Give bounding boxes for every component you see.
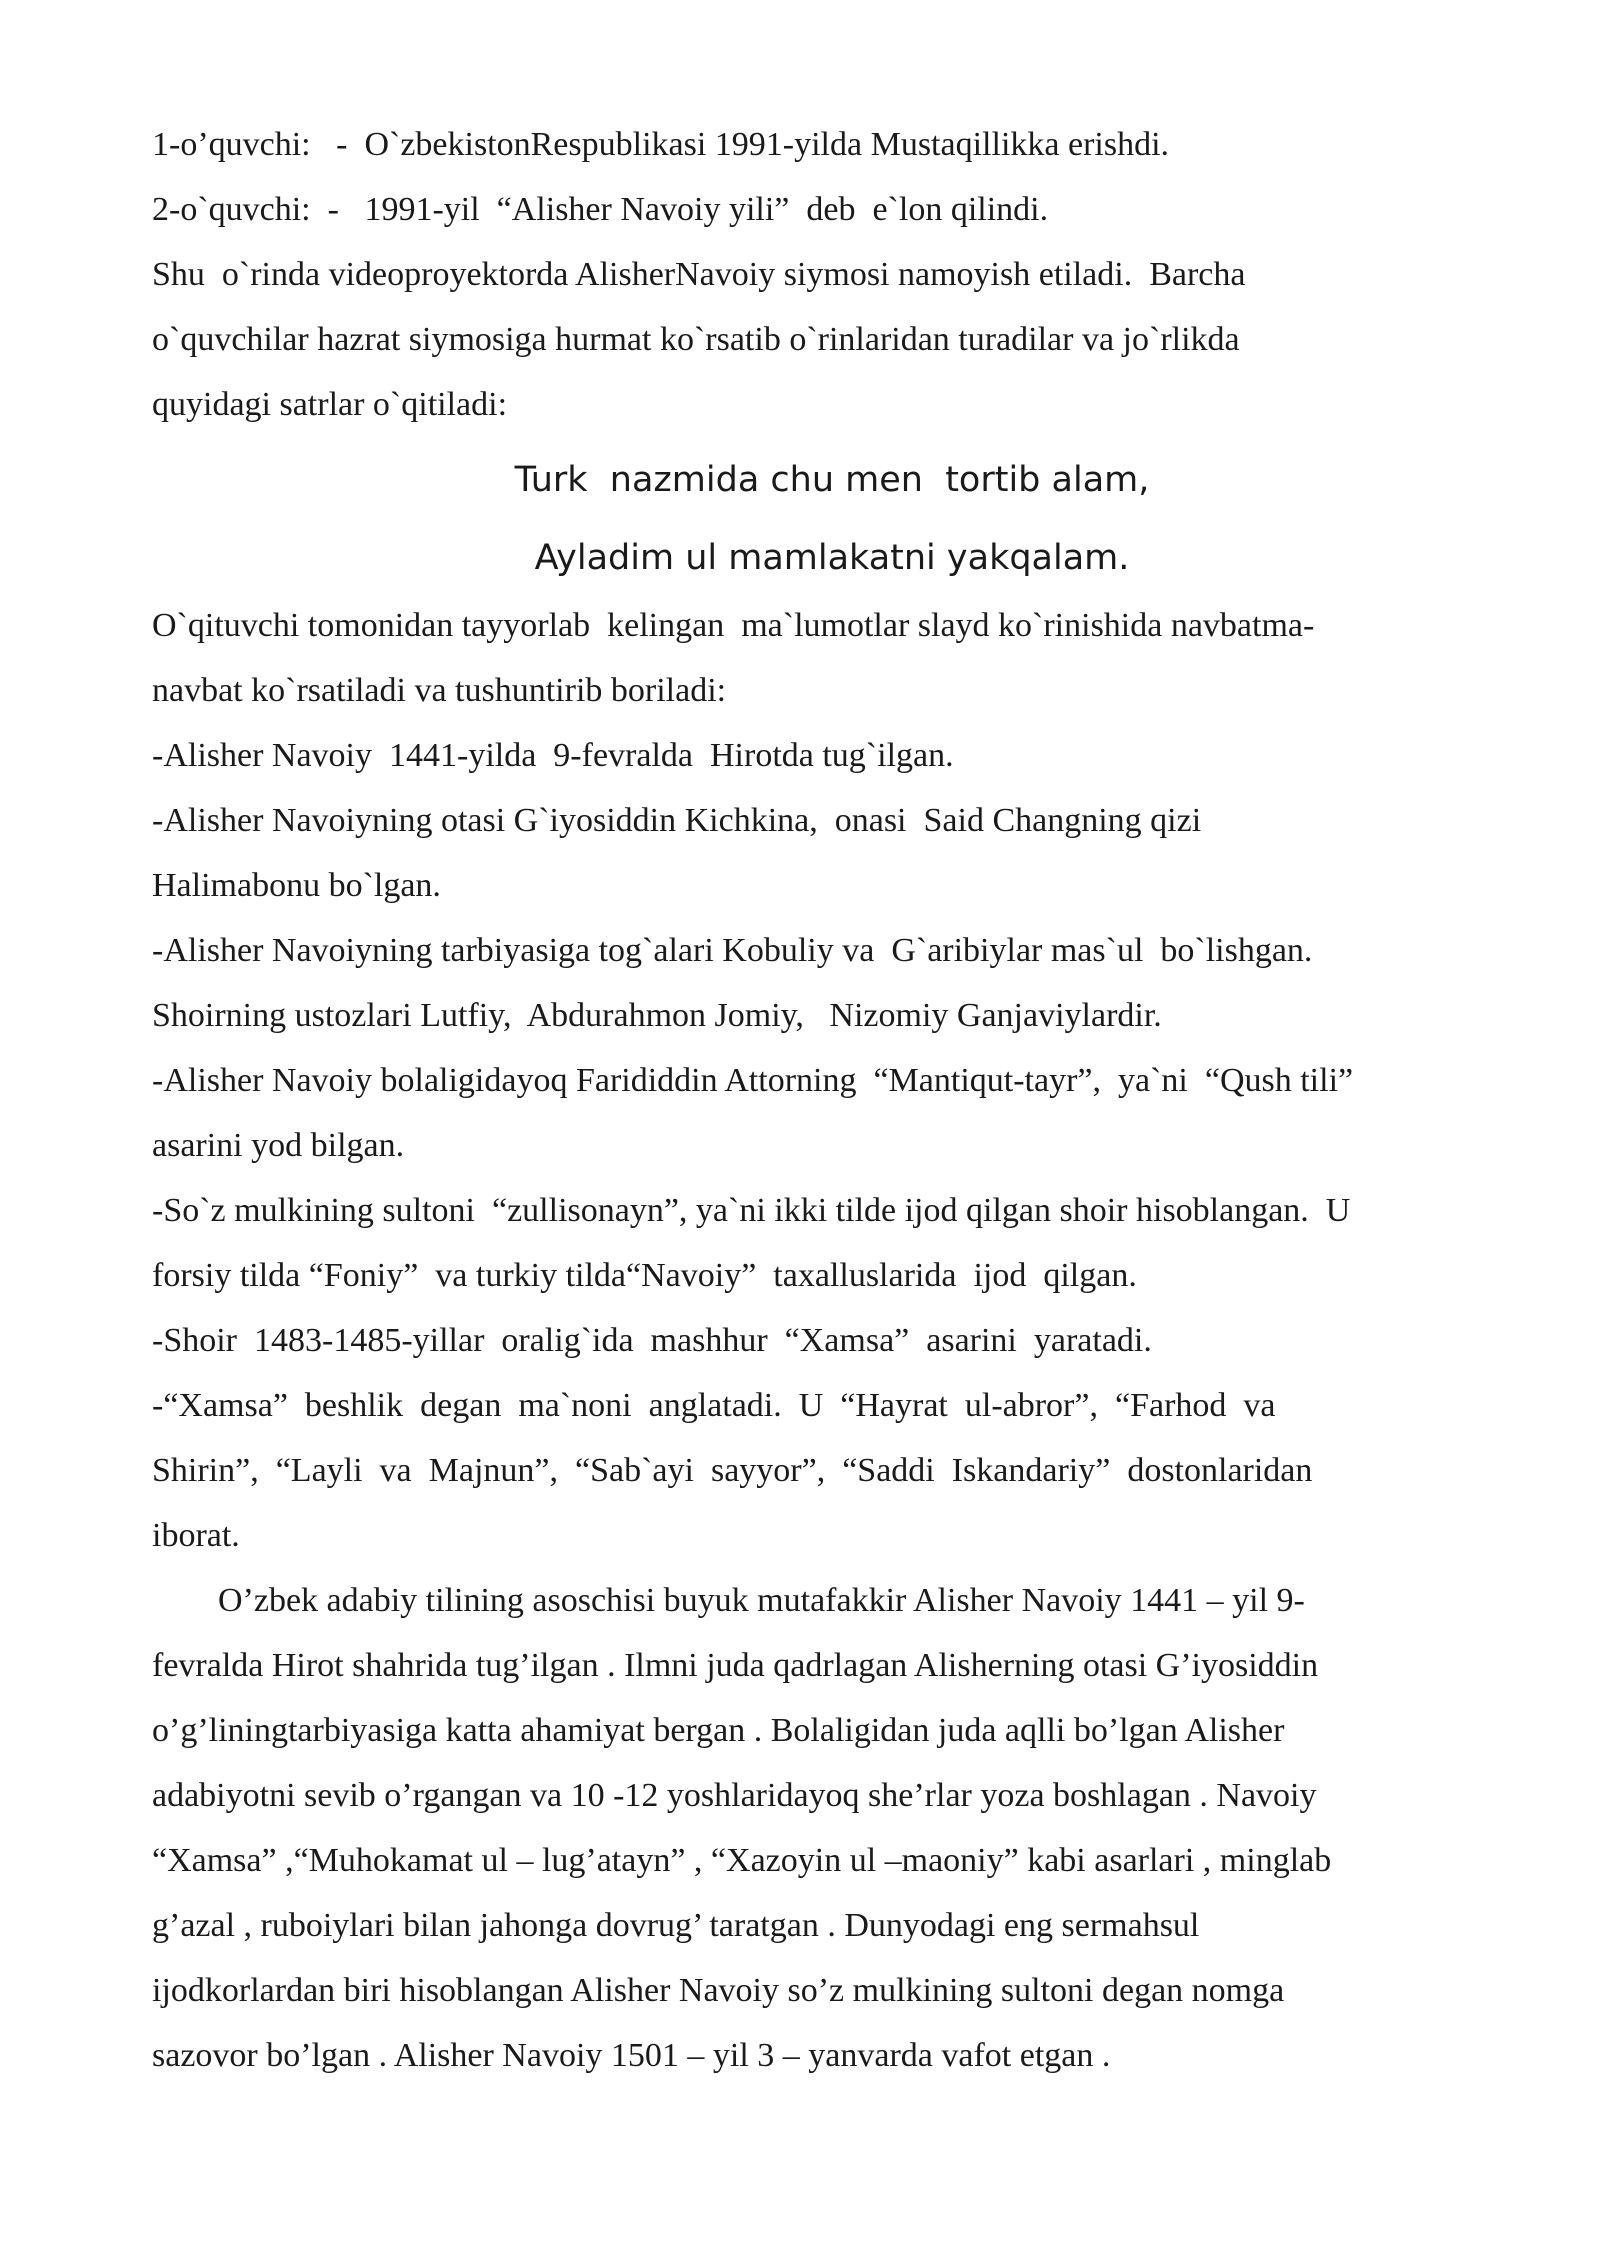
teacher-line-2: navbat ko`rsatiladi va tushuntirib boriladi: [152, 672, 727, 709]
fact-7-line-2: Shirin”, “Layli va Majnun”, “Sab`ayi sayyor”, “Saddi Iskandariy” dostonlaridan [152, 1452, 1313, 1489]
fact-5-line-2: forsiy tilda “Foniy” va turkiy tilda“Navoiy” taxalluslarida ijod qilgan. [152, 1257, 1137, 1294]
fact-4-line-2: asarini yod bilgan. [152, 1127, 405, 1164]
fact-3-line-2: Shoirning ustozlari Lutfiy, Abdurahmon Jomiy, Nizomiy Ganjaviylardir. [152, 997, 1162, 1034]
fact-7-line-3: iborat. [152, 1517, 240, 1554]
paragraph-line-5: “Xamsa” ,“Muhokamat ul – lug’atayn” , “Xazoyin ul –maoniy” kabi asarlari , minglab [152, 1842, 1332, 1879]
fact-5-line-1: -So`z mulkining sultoni “zullisonayn”, ya`ni ikki tilde ijod qilgan shoir hisoblangan. U [152, 1192, 1351, 1229]
fact-3-line-1: -Alisher Navoiyning tarbiyasiga tog`alari Kobuliy va G`aribiylar mas`ul bo`lishgan. [152, 932, 1313, 969]
fact-1: -Alisher Navoiy 1441-yilda 9-fevralda Hirotda tug`ilgan. [152, 737, 954, 774]
fact-7-line-1: -“Xamsa” beshlik degan ma`noni anglatadi. U “Hayrat ul-abror”, “Farhod va [152, 1387, 1276, 1424]
fact-2-line-1: -Alisher Navoiyning otasi G`iyosiddin Kichkina, onasi Said Changning qizi [152, 802, 1202, 839]
fact-2-line-2: Halimabonu bo`lgan. [152, 867, 441, 904]
intro-line-2: o`quvchilar hazrat siymosiga hurmat ko`rsatib o`rinlaridan turadilar va jo`rlikda [152, 321, 1240, 358]
dialogue-line-1: 1-o’quvchi: - O`zbekistonRespublikasi 1991-yilda Mustaqillikka erishdi. [152, 126, 1170, 163]
paragraph-line-3: o’g’liningtarbiyasiga katta ahamiyat bergan . Bolaligidan juda aqlli bo’lgan Alisher [152, 1712, 1285, 1749]
paragraph-line-4: adabiyotni sevib o’rgangan va 10 -12 yoshlaridayoq she’rlar yoza boshlagan . Navoiy [152, 1777, 1317, 1814]
dialogue-line-2: 2-o`quvchi: - 1991-yil “Alisher Navoiy yili” deb e`lon qilindi. [152, 191, 1049, 228]
verse-block [152, 441, 1492, 597]
fact-4-line-1: -Alisher Navoiy bolaligidayoq Farididdin Attorning “Mantiqut-tayr”, ya`ni “Qush tili” [152, 1062, 1354, 1099]
paragraph-line-6: g’azal , ruboiylari bilan jahonga dovrug’ taratgan . Dunyodagi eng sermahsul [152, 1907, 1200, 1944]
intro-line-1: Shu o`rinda videoproyektorda AlisherNavoiy siymosi namoyish etiladi. Barcha [152, 256, 1246, 293]
document-page [152, 112, 1492, 2088]
paragraph-line-8: sazovor bo’lgan . Alisher Navoiy 1501 – yil 3 – yanvarda vafot etgan . [152, 2037, 1111, 2074]
teacher-line-1: O`qituvchi tomonidan tayyorlab kelingan ma`lumotlar slayd ko`rinishida navbatma- [152, 607, 1315, 644]
intro-line-3: quyidagi satrlar o`qitiladi: [152, 386, 508, 423]
verse-line-1: Turk nazmida chu men tortib alam, [514, 460, 1150, 500]
paragraph-line-2: fevralda Hirot shahrida tug’ilgan . Ilmni juda qadrlagan Alisherning otasi G’iyosiddin [152, 1647, 1319, 1684]
paragraph-line-7: ijodkorlardan biri hisoblangan Alisher Navoiy so’z mulkining sultoni degan nomga [152, 1972, 1285, 2009]
fact-6: -Shoir 1483-1485-yillar oralig`ida mashhur “Xamsa” asarini yaratadi. [152, 1322, 1152, 1359]
paragraph-line-1: O’zbek adabiy tilining asoschisi buyuk mutafakkir Alisher Navoiy 1441 – yil 9- [218, 1582, 1305, 1619]
verse-line-2: Ayladim ul mamlakatni yakqalam. [534, 538, 1130, 578]
